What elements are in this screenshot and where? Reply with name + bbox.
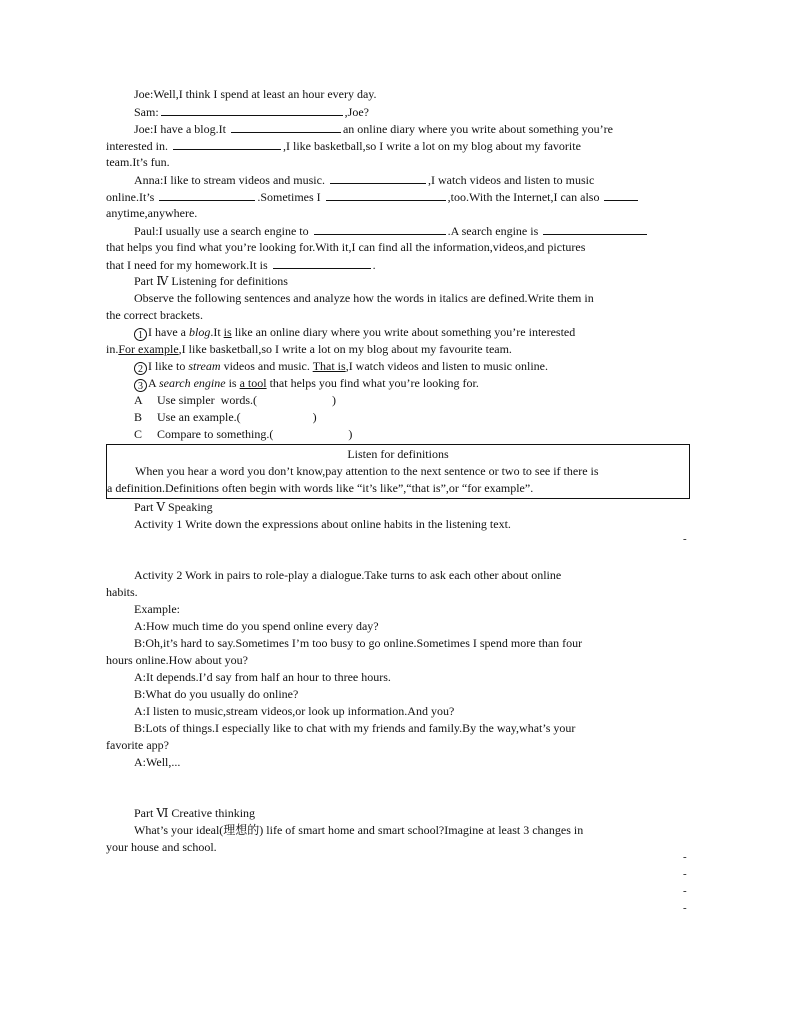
tip-box-text: When you hear a word you don’t know,pay attention to the next sentence or two to see if there is (135, 464, 599, 478)
dialogue-line: B:Oh,it’s hard to say.Sometimes I’m too busy to go online.Sometimes I spend more than four (134, 636, 583, 650)
part-heading: Part Ⅴ Speaking (134, 500, 213, 514)
question-text: your house and school. (106, 840, 217, 854)
answer-blank[interactable] (159, 188, 255, 201)
answer-blank[interactable] (326, 188, 446, 201)
answer-blank[interactable] (161, 103, 343, 116)
dialogue-line: Anna:I like to stream videos and music. ,I watch videos and listen to music (134, 173, 595, 187)
dialogue-line: interested in. ,I like basketball,so I write a lot on my blog about my favorite (106, 139, 581, 153)
part-heading: Part Ⅳ Listening for definitions (134, 274, 288, 288)
part-heading: Part Ⅵ Creative thinking (134, 806, 256, 820)
activity-2: habits. (106, 585, 138, 599)
activity-2: Activity 2 Work in pairs to role-play a dialogue.Take turns to ask each other about online (134, 568, 562, 582)
option-c: C Compare to something.( ) (134, 427, 353, 441)
question-text: What’s your ideal(理想的) life of smart home and smart school?Imagine at least 3 changes in (134, 823, 584, 837)
margin-mark: - (683, 851, 687, 863)
example-sentence: 2 I like to stream videos and music. That is,I watch videos and listen to music online. (106, 358, 690, 375)
answer-blank[interactable] (330, 171, 426, 184)
dialogue-line: Joe:Well,I think I spend at least an hour every day. (134, 87, 377, 101)
example-sentence: 1 I have a blog.It is like an online diary where you write about something you’re interested (106, 324, 690, 341)
dialogue-line: team.It’s fun. (106, 155, 170, 169)
margin-mark: - (683, 902, 687, 914)
circled-number: 2 (134, 362, 147, 375)
dialogue-line: favorite app? (106, 738, 169, 752)
instruction-text: Observe the following sentences and analyze how the words in italics are defined.Write them in (134, 291, 594, 305)
instruction-text: the correct brackets. (106, 308, 203, 322)
activity-1: Activity 1 Write down the expressions about online habits in the listening text. (134, 517, 511, 531)
answer-blank[interactable] (231, 120, 341, 133)
answer-blank[interactable] (173, 137, 281, 150)
worksheet-page (106, 86, 690, 856)
margin-mark: - (683, 868, 687, 880)
dialogue-line: hours online.How about you? (106, 653, 248, 667)
dialogue-line: anytime,anywhere. (106, 206, 198, 220)
dialogue-line: B:Lots of things.I especially like to chat with my friends and family.By the way,what’s your (134, 721, 576, 735)
tip-box-text: a definition.Definitions often begin with words like “it’s like”,“that is”,or “for example”. (107, 481, 534, 495)
dialogue-line: Sam: ,Joe? (134, 105, 369, 119)
example-label: Example: (134, 602, 180, 616)
option-a: A Use simpler words.( ) (134, 393, 336, 407)
dialogue-line: that I need for my homework.It is . (106, 258, 376, 272)
answer-blank[interactable] (604, 188, 638, 201)
tip-box-title: Listen for definitions (347, 447, 449, 461)
dialogue-line: that helps you find what you’re looking for.With it,I can find all the information,videos,and pictures (106, 240, 586, 254)
example-sentence: 3 A search engine is a tool that helps you find what you’re looking for. (106, 375, 690, 392)
circled-number: 3 (134, 379, 147, 392)
margin-mark: - (683, 885, 687, 897)
answer-blank[interactable] (314, 222, 446, 235)
dialogue-line: A:I listen to music,stream videos,or look up information.And you? (134, 704, 455, 718)
answer-blank[interactable] (273, 256, 371, 269)
dialogue-line: Paul:I usually use a search engine to .A search engine is (106, 222, 690, 239)
dialogue-line: A:Well,... (134, 755, 181, 769)
dialogue-line: A:How much time do you spend online every day? (134, 619, 379, 633)
dialogue-line: online.It’s .Sometimes I ,too.With the Internet,I can also (106, 188, 690, 205)
circled-number: 1 (134, 328, 147, 341)
option-b: B Use an example.( ) (134, 410, 317, 424)
example-sentence: in.For example,I like basketball,so I write a lot on my blog about my favourite team. (106, 342, 512, 356)
dialogue-line: Joe:I have a blog.It an online diary where you write about something you’re (134, 122, 613, 136)
dialogue-line: A:It depends.I’d say from half an hour to three hours. (134, 670, 391, 684)
tip-box (106, 444, 690, 499)
margin-mark: - (683, 533, 687, 545)
dialogue-line: B:What do you usually do online? (134, 687, 299, 701)
answer-blank[interactable] (543, 222, 647, 235)
